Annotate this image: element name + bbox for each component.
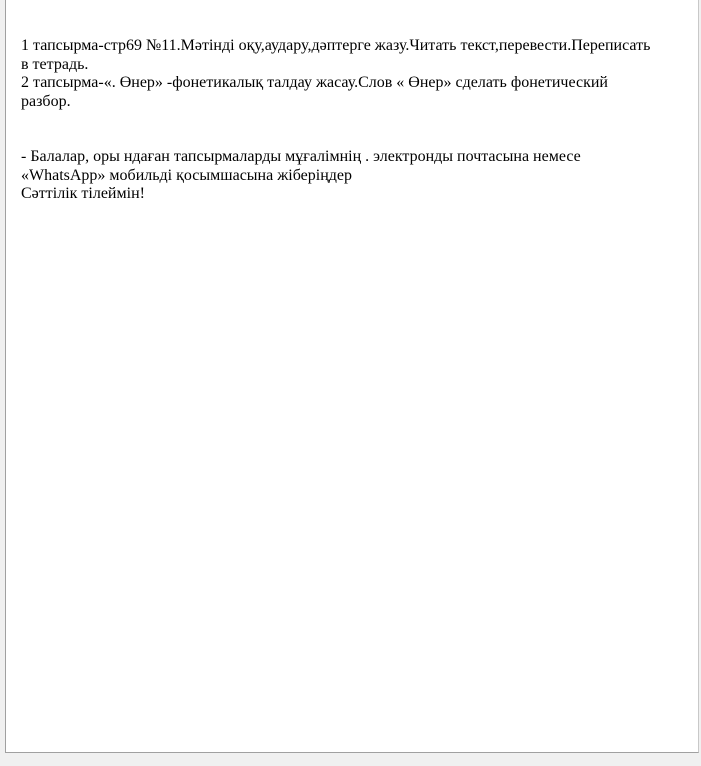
task-1-line-2: в тетрадь. [21, 55, 89, 73]
document-body [21, 37, 693, 204]
closing-line: Сәттілік тілеймін! [21, 185, 145, 202]
task-2-line-1: 2 тапсырма-«. Өнер» -фонетикалық талдау жасау.Слов « Өнер» сделать фонетический [21, 74, 608, 91]
note-paragraph [21, 148, 693, 204]
task-2-line-2: разбор. [21, 92, 71, 110]
note-line-1: - Балалар, оры ндаған тапсырмаларды мұғалімнің . электронды почтасына немесе [21, 148, 581, 165]
document-page [5, 0, 699, 753]
blank-space [21, 111, 693, 148]
task-1-paragraph [21, 37, 693, 74]
task-2-paragraph [21, 74, 693, 111]
task-1-line-1: 1 тапсырма-стр69 №11.Мәтінді оқу,аудару,дәптерге жазу.Читать текст,перевести.Переписать [21, 37, 651, 54]
note-line-2: «WhatsApp» мобильді қосымшасына жіберіңдер [21, 166, 352, 184]
